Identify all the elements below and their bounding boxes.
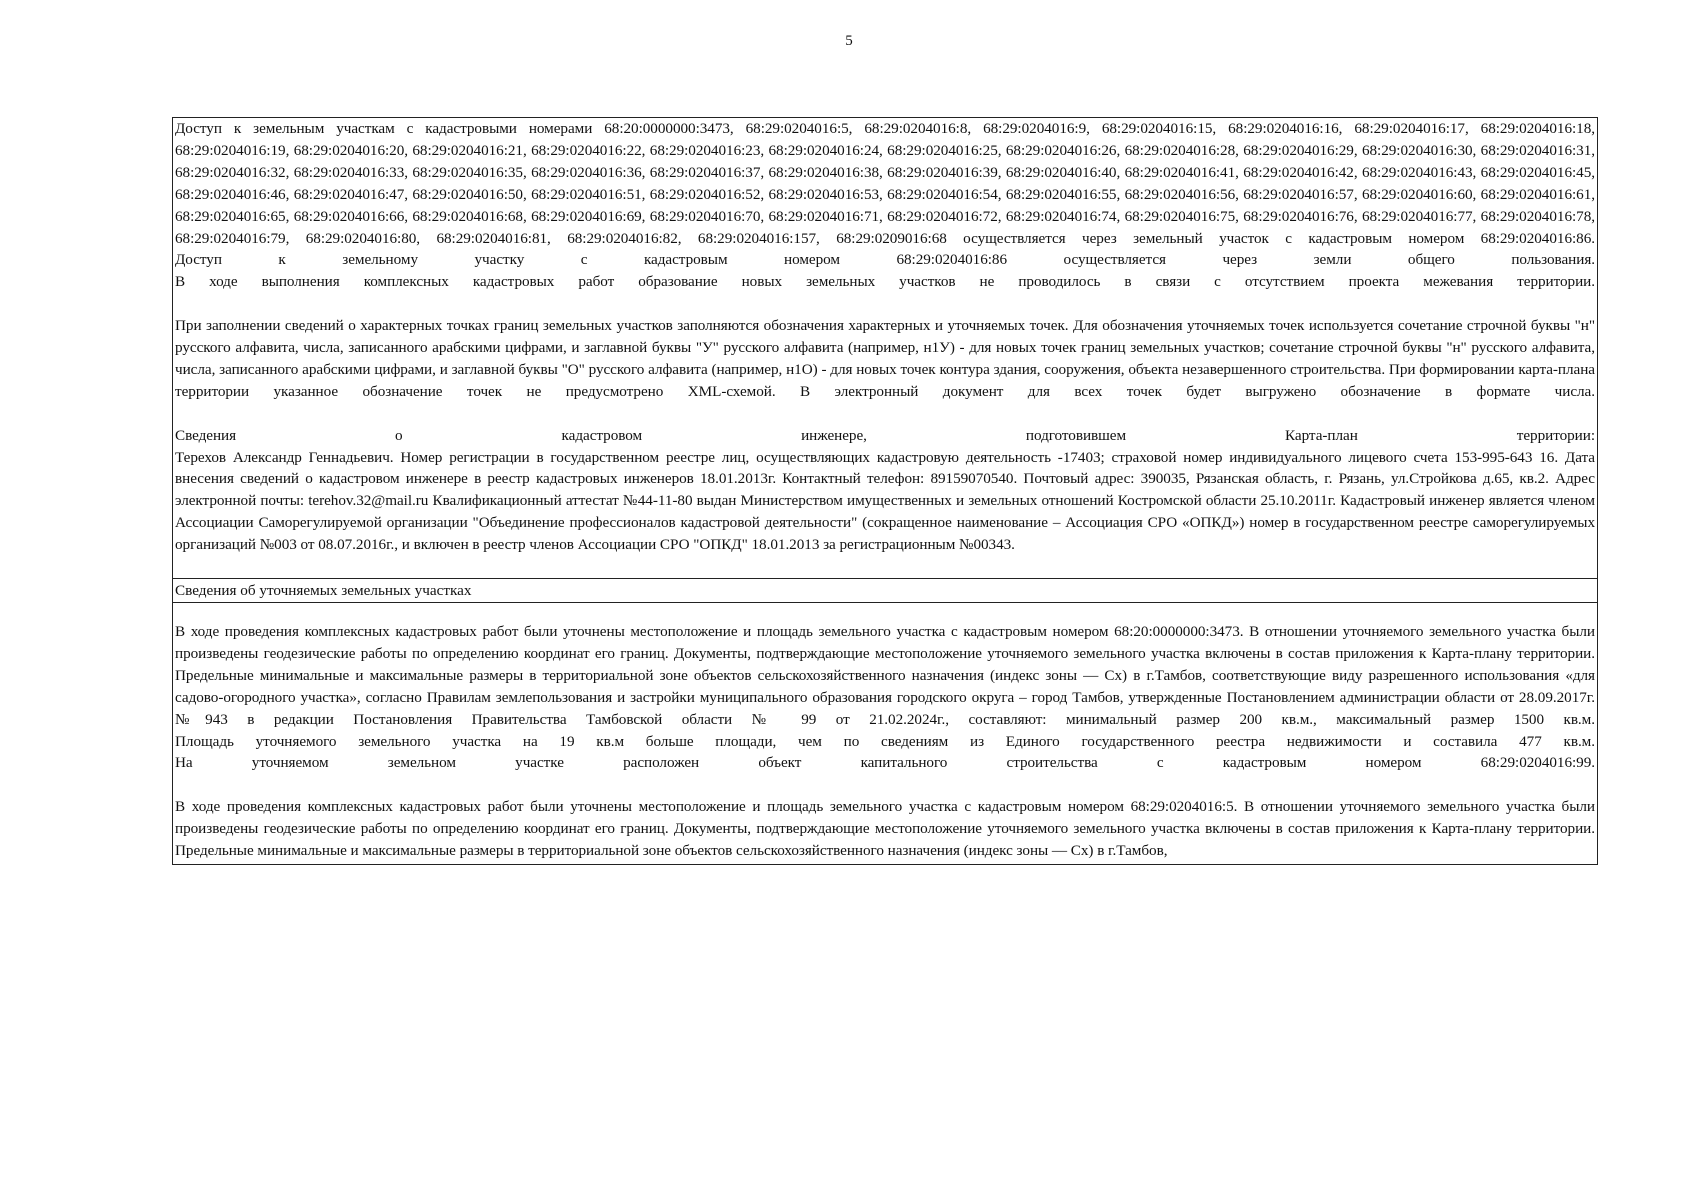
points-designation-paragraph: При заполнении сведений о характерных точках границ земельных участков заполняются обозначения характерных и уточняемых точек. Для обозначения уточняемых точек используется сочетание строчной буквы "н" русского алфавита, числа, записанного арабскими цифрами, и заглавной буквы "У" русского алфавита (например, н1У) - для новых точек границ земельных участков; сочетание строчной буквы "н" русского алфавита, числа, записанного арабскими цифрами, и заглавной буквы "О" русского алфавита (например, н1О) - для новых точек контура здания, сооружения, объекта незавершенного строительства. При формировании карта-плана территории указанное обозначение точек не предусмотрено XML-схемой. В электронный документ для всех точек будет выгружено обозначение в формате числа. xyxy=(175,317,1595,400)
section-title: Сведения об уточняемых земельных участках xyxy=(175,581,472,599)
plot1-paragraph-4: На уточняемом земельном участке расположен объект капитального строительства с кадастровым номером 68:29:0204016:99. xyxy=(175,754,1595,772)
access-paragraph: Доступ к земельным участкам с кадастровыми номерами 68:20:0000000:3473, 68:29:0204016:5, 68:29:0204016:8, 68:29:0204016:9, 68:29:0204016:15, 68:29:0204016:16, 68:29:0204016:17, 68:29:0204016:18, 68:29:0204016:19, 68:29:0204016:20, 68:29:0204016:21, 68:29:0204016:22, 68:29:0204016:23, 68:29:0204016:24, 68:29:0204016:25, 68:29:0204016:26, 68:29:0204016:28, 68:29:0204016:29, 68:29:0204016:30, 68:29:0204016:31, 68:29:0204016:32, 68:29:0204016:33, 68:29:0204016:35, 68:29:0204016:36, 68:29:0204016:37, 68:29:0204016:38, 68:29:0204016:39, 68:29:0204016:40, 68:29:0204016:41, 68:29:0204016:42, 68:29:0204016:43, 68:29:0204016:45, 68:29:0204016:46, 68:29:0204016:47, 68:29:0204016:50, 68:29:0204016:51, 68:29:0204016:52, 68:29:0204016:53, 68:29:0204016:54, 68:29:0204016:55, 68:29:0204016:56, 68:29:0204016:57, 68:29:0204016:60, 68:29:0204016:61, 68:29:0204016:65, 68:29:0204016:66, 68:29:0204016:68, 68:29:0204016:69, 68:29:0204016:70, 68:29:0204016:71, 68:29:0204016:72, 68:29:0204016:74, 68:29:0204016:75, 68:29:0204016:76, 68:29:0204016:77, 68:29:0204016:78, 68:29:0204016:79, 68:29:0204016:80, 68:29:0204016:81, 68:29:0204016:82, 68:29:0204016:157, 68:29:0209016:68 осуществляется через земельный участок с кадастровым номером 68:29:0204016:86. xyxy=(175,120,1595,247)
section-title-row xyxy=(173,578,1597,602)
general-info-block xyxy=(173,118,1597,578)
access-paragraph-2: Доступ к земельному участку с кадастровым номером 68:29:0204016:86 осуществляется через земли общего пользования. xyxy=(175,251,1595,269)
document-frame xyxy=(172,117,1598,865)
plot1-paragraph-3: Площадь уточняемого земельного участка на 19 кв.м больше площади, чем по сведениям из Единого государственного реестра недвижимости и составила 477 кв.м. xyxy=(175,732,1595,750)
plot2-paragraph-2: Предельные минимальные и максимальные размеры в территориальной зоне объектов сельскохозяйственного назначения (индекс зоны — Сх) в г.Тамбов, xyxy=(175,842,1168,860)
refined-plots-block xyxy=(173,602,1597,864)
plot1-paragraph: В ходе проведения комплексных кадастровых работ были уточнены местоположение и площадь земельного участка с кадастровым номером 68:20:0000000:3473. В отношении уточняемого земельного участка были произведены геодезические работы по определению координат его границ. Документы, подтверждающие местоположение уточняемого земельного участка включены в состав приложения к Карта-плану территории. xyxy=(175,622,1595,662)
plot2-paragraph: В ходе проведения комплексных кадастровых работ были уточнены местоположение и площадь земельного участка с кадастровым номером 68:29:0204016:5. В отношении уточняемого земельного участка были произведены геодезические работы по определению координат его границ. Документы, подтверждающие местоположение уточняемого земельного участка включены в состав приложения к Карта-плану территории. xyxy=(175,798,1595,838)
engineer-paragraph: Терехов Александр Геннадьевич. Номер регистрации в государственном реестре лиц, осуществляющих кадастровую деятельность -17403; страховой номер индивидуального лицевого счета 153-995-643 16. Дата внесения сведений о кадастровом инженере в реестр кадастровых инженеров 18.01.2013г. Контактный телефон: 89159070540. Почтовый адрес: 390035, Рязанская область, г. Рязань, ул.Стройкова д.65, кв.2. Адрес электронной почты: terehov.32@mail.ru Квалификационный аттестат №44-11-80 выдан Министерством имущественных и земельных отношений Костромской области 25.10.2011г. Кадастровый инженер является членом Ассоциации Саморегулируемой организации "Объединение профессионалов кадастровой деятельности" (сокращенное наименование – Ассоциация СРО «ОПКД») номер в государственном реестре саморегулируемых организаций №003 от 08.07.2016г., и включен в реестр членов Ассоциации СРО "ОПКД" 18.01.2013 за регистрационным №00343. xyxy=(175,448,1595,554)
engineer-heading: Сведения о кадастровом инженере, подготовившем Карта-план территории: xyxy=(175,426,1595,444)
no-new-plots-paragraph: В ходе выполнения комплексных кадастровых работ образование новых земельных участков не проводилось в связи с отсутствием проекта межевания территории. xyxy=(175,273,1595,291)
page-number: 5 xyxy=(845,33,853,49)
plot1-paragraph-2: Предельные минимальные и максимальные размеры в территориальной зоне объектов сельскохозяйственного назначения (индекс зоны — Сх) в г.Тамбов, соответствующие виду разрешенного использования «для садово-огородного участка», согласно Правилам землепользования и застройки муниципального образования городского округа – город Тамбов, утвержденные Постановлением администрации области от 28.09.2017г. №943 в редакции Постановления Правительства Тамбовской области № 99 от 21.02.2024г., составляют: минимальный размер 200 кв.м., максимальный размер 1500 кв.м. xyxy=(175,666,1595,728)
